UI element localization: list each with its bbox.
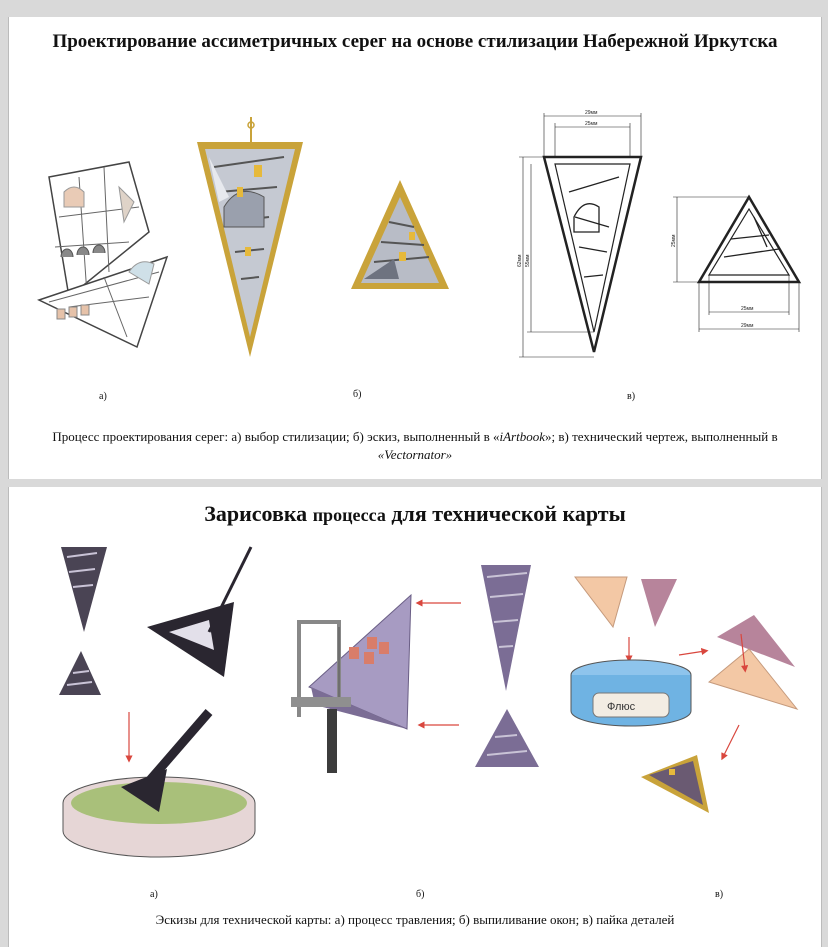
- eskiz-small-earring: [351, 180, 449, 289]
- dim-top-outer: 29мм: [585, 110, 598, 116]
- dim-top-inner: 25мм: [585, 121, 598, 127]
- caption-app-1: iArtbook: [499, 429, 545, 444]
- title-part-small: процесса: [312, 505, 386, 525]
- caption-text-2: »; в) технический чертеж, выполненный в: [545, 429, 778, 444]
- label-a: а): [99, 391, 107, 402]
- sawing-sketch: [291, 565, 539, 773]
- label-a: а): [150, 889, 158, 900]
- dim-tri-bottom-outer: 29мм: [741, 323, 754, 329]
- dim-left-inner: 55мм: [525, 254, 531, 267]
- stylization-sketch-2: [39, 257, 167, 347]
- top-title: Проектирование ассиметричных серег на основе стилизации Набережной Иркутска: [52, 31, 778, 52]
- flux-label: Флюс: [607, 701, 636, 713]
- caption-text-1: Процесс проектирования серег: а) выбор стилизации; б) эскиз, выполненный в «: [52, 429, 500, 444]
- dim-tri-side: 25мм: [671, 234, 677, 247]
- label-v: в): [715, 889, 724, 900]
- soldering-sketch: [571, 577, 797, 813]
- title-part-2: для технической карты: [385, 501, 626, 526]
- dim-tri-bottom-inner: 25мм: [741, 306, 754, 312]
- label-b: б): [416, 889, 425, 900]
- bottom-figures: [9, 487, 821, 947]
- etching-sketch: [59, 547, 255, 857]
- top-figures: [9, 17, 821, 479]
- title-part-1: Зарисовка: [204, 501, 313, 526]
- dim-left-outer: 62мм: [517, 254, 523, 267]
- technical-drawing: [519, 113, 799, 357]
- bottom-panel: [8, 487, 822, 947]
- label-b: б): [353, 389, 362, 400]
- dimension-labels: [517, 110, 754, 329]
- top-caption: [9, 428, 821, 464]
- caption-app-2: «Vectornator»: [377, 447, 453, 462]
- label-v: в): [627, 391, 636, 402]
- bottom-caption: Эскизы для технической карты: а) процесс травления; б) выпиливание окон; в) пайка деталей: [155, 912, 675, 927]
- top-panel: [8, 17, 822, 479]
- eskiz-long-earring: [197, 117, 303, 357]
